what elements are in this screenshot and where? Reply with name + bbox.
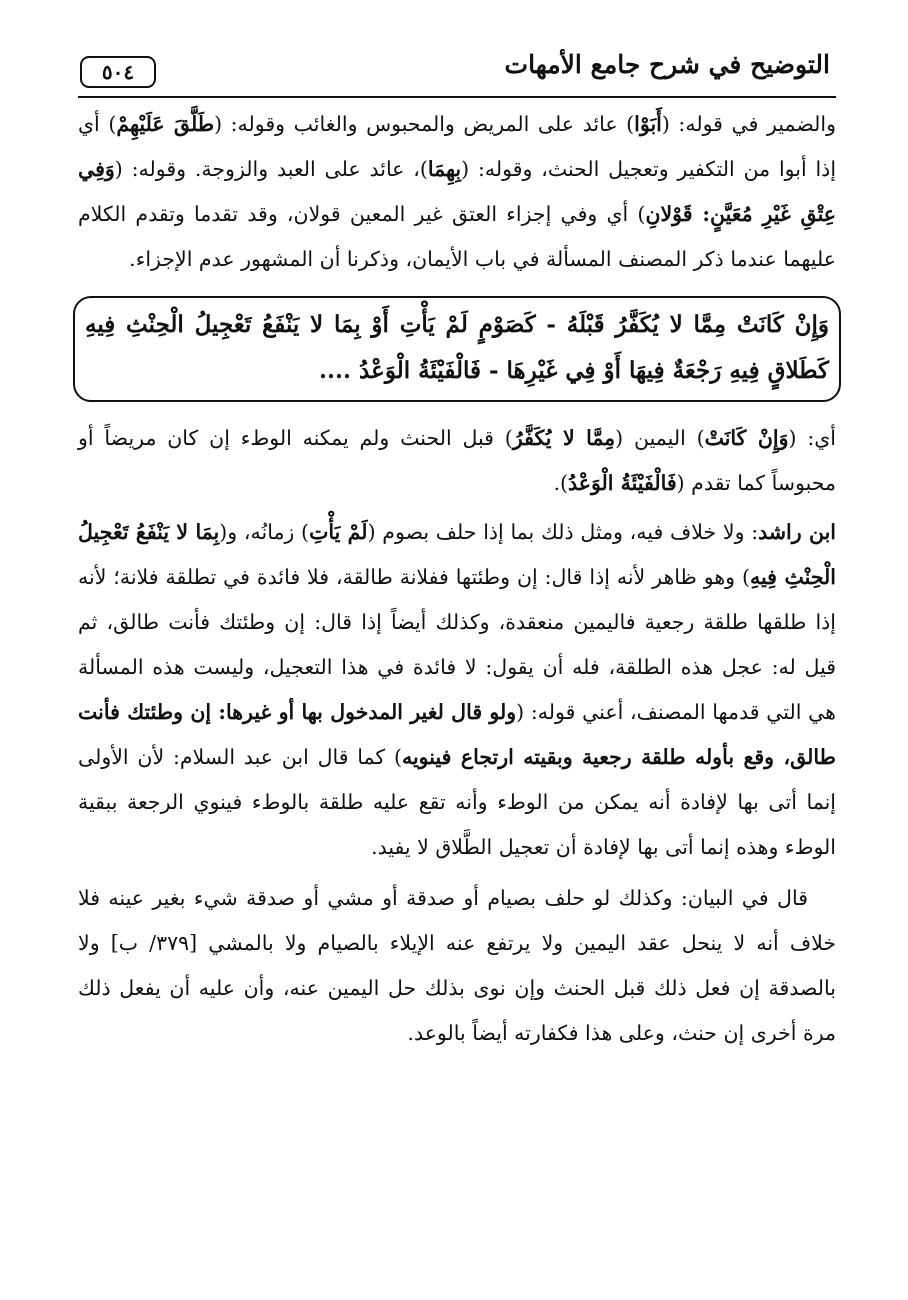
text-run: : ولا خلاف فيه، ومثل ذلك بما إذا حلف بصوم ( <box>367 520 759 544</box>
text-run: ) اليمين ( <box>615 426 705 450</box>
text-run: ) أي إذا أبوا من التكفير وتعجيل الحنث، وقوله: ( <box>78 112 837 181</box>
quoted-matn: مِمَّا لا يُكَفَّرُ <box>512 426 616 450</box>
quoted-matn: لَمْ يَأْتِ <box>309 520 368 544</box>
quoted-matn: أَبَوْا <box>634 112 662 136</box>
text-run: ) زمانُه، و( <box>219 520 310 544</box>
text-run: ). <box>553 471 568 495</box>
quoted-matn: فَالْفَيْئَةُ الْوَعْدُ <box>567 471 677 495</box>
text-run: )، عائد على العبد والزوجة. وقوله: ( <box>114 157 428 181</box>
quoted-matn: بِهِمَا <box>427 157 462 181</box>
text-run: والضمير في قوله: ( <box>661 112 837 136</box>
quoted-matn: طَلَّقَ عَلَيْهِمْ <box>116 112 215 136</box>
page-header <box>78 40 836 102</box>
quoted-matn: ولو قال لغير المدخول بها أو غيرها: إن وطئتك فأنت طالق، وقع بأوله طلقة رجعية وبقيته ارتجاع فينويه <box>78 700 836 769</box>
text-run: ) كما قال ابن عبد السلام: لأن الأولى إنما أتى بها لإفادة أنه يمكن من الوطء وأنه تقع عليه طلقة بالوطء فينوي الرجعة ببقية الوطء وهذه إنما أتى بها لإفادة أن تعجيل الطَّلاق لا يفيد. <box>78 745 836 859</box>
book-page <box>78 40 836 1056</box>
text-run: ) قبل الحنث ولم يمكنه الوطء إن كان مريضاً أو محبوساً كما تقدم ( <box>78 426 836 495</box>
text-run: ) عائد على المريض والمحبوس والغائب وقوله: ( <box>214 112 635 136</box>
running-title: التوضيح في شرح جامع الأمهات <box>504 50 830 79</box>
commentary-paragraph-1 <box>78 102 836 282</box>
commentary-paragraph-2 <box>78 416 836 506</box>
matn-box <box>73 296 841 402</box>
commentary-paragraph-4: قال في البيان: وكذلك لو حلف بصيام أو صدقة أو مشي أو صدقة شيء بغير عينه فلا خلاف أنه لا ينحل عقد اليمين ولا يرتفع عنه الإيلاء بالصيام ولا بالمشي [٣٧٩/ ب] ولا بالصدقة إن فعل ذلك قبل الحنث وإن نوى بذلك حل اليمين عنه، وأن عليه أن يفعل ذلك مرة أخرى إن حنث، وعلى هذا فكفارته أيضاً بالوعد. <box>78 886 837 1045</box>
text-run: ) أي وفي إجزاء العتق غير المعين قولان، وقد تقدما وتقدم الكلام عليهما عندما ذكر المصنف المسألة في باب الأيمان، وذكرنا أن المشهور عدم الإجزاء. <box>78 202 836 271</box>
quoted-matn: وَإِنْ كَانَتْ <box>704 426 789 450</box>
text-run: ) وهو ظاهر لأنه إذا قال: إن وطئتها ففلانة طالقة، فلا فائدة في تطلقة فلانة؛ لأنه إذا طلقها طلقة رجعية فاليمين منعقدة، وكذلك أيضاً إذا قال: إن وطئتك فأنت طالق، ثم قيل له: عجل هذه الطلقة، فله أن يقول: لا فائدة في هذا التعجيل، وليست هذه المسألة هي التي قدمها المصنف، أعني قوله: ( <box>78 565 836 724</box>
text-run: أي: ( <box>788 426 836 450</box>
quoted-matn: وَفِي عِتْقِ غَيْرِ مُعَيَّنٍ: قَوْلانِ <box>78 157 836 226</box>
scholar-name: ابن راشد <box>758 520 836 544</box>
commentary-paragraph-3 <box>78 510 836 870</box>
quoted-matn: بِمَا لا يَنْفَعُ تَعْجِيلُ الْحِنْثِ فِيهِ <box>78 520 836 589</box>
page-number-badge: ٥٠٤ <box>80 56 156 88</box>
matn-text: وَإِنْ كَانَتْ مِمَّا لا يُكَفَّرُ قَبْلَهُ - كَصَوْمٍ لَمْ يَأْتِ أَوْ بِمَا لا يَنْفَعُ تَعْجِيلُ الْحِنْثِ فِيهِ كَطَلاقٍ فِيهِ رَجْعَةٌ فِيهَا أَوْ فِي غَيْرِهَا - فَالْفَيْئَةُ الْوَعْدُ .... <box>85 311 829 384</box>
header-rule <box>78 96 836 98</box>
